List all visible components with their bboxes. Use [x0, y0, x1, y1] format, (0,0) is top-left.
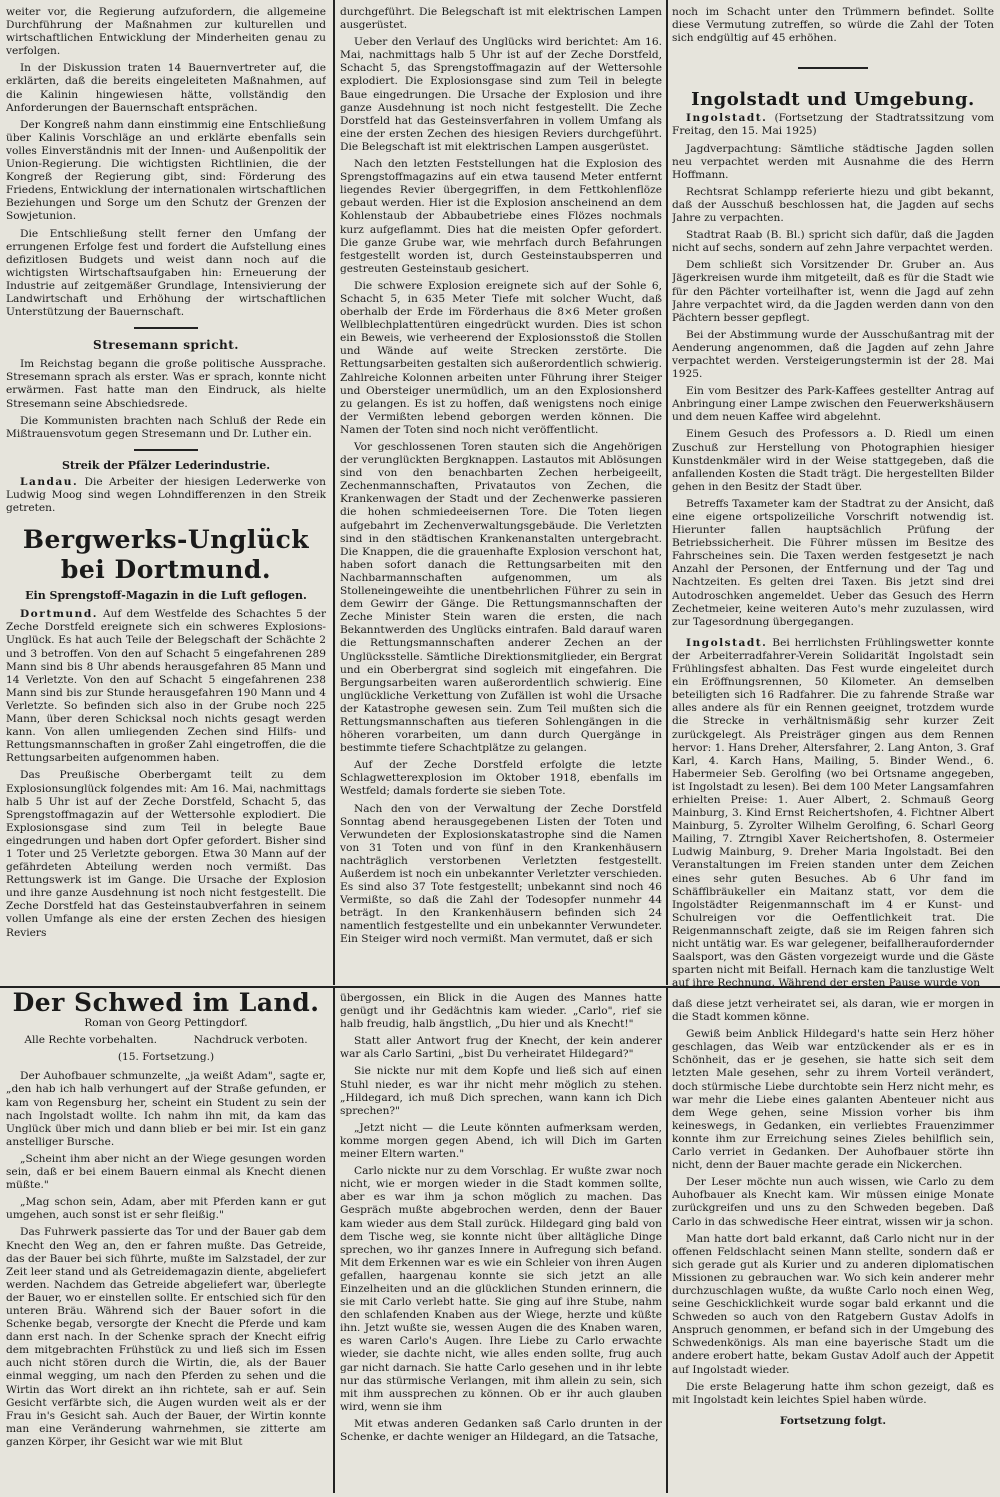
dateline: Landau.: [20, 475, 79, 488]
article-title-streik: Streik der Pfälzer Lederindustrie.: [61, 458, 271, 472]
subheadline: Ein Sprengstoff-Magazin in die Luft geflogen.: [25, 589, 307, 603]
paragraph: Dem schließt sich Vorsitzender Dr. Gruber an. Aus Jägerkreisen wurde ihm mitgeteilt, daß es für die Stadt wie für den Pächter vorteilhafter ist, wenn die Jagd auf zehn Jahre verpachtet wird, da die Jagden werden dann von den Pächtern besser gepflegt.: [672, 259, 994, 324]
paragraph-text: Die Arbeiter der hiesigen Lederwerke von Ludwig Moog sind wegen Lohndifferenzen in den Streik getreten.: [6, 475, 326, 515]
paragraph: Carlo nickte nur zu dem Vorschlag. Er wußte zwar noch nicht, wie er morgen wieder in die Stadt kommen sollte, aber es war ihm ja schon möglich zu machen. Das Gespräch mußte abgebrochen werden, denn der Bauer kam wieder aus dem Stall zurück. Hildegard ging bald von dem Tische weg, sie konnte nicht über alltägliche Dinge sprechen, wo ihr ganzes Innere in Aufregung sich befand. Mit dem Erkennen war es wie ein Schleier von ihren Augen gefallen, haargenau konnte sie sich jetzt an alle Einzelheiten und an die glücklichen Stunden erinnern, die sie mit Carlo verlebt hatte. Sie ging auf ihre Stube, nahm den schlafenden Knaben aus der Wiege, herzte und küßte ihn. Jetzt wußte sie, wessen Augen die des Knaben waren, es waren Carlo's Augen. Ihre Liebe zu Carlo erwachte wieder, sie dachte nicht, wie alles enden sollte, frug auch gar nicht darnach. Sie hatte Carlo gesehen und in ihr lebte nur das stürmische Verlangen, mit ihm allein zu sein, sich mit ihm aussprechen zu können. Ob er ihr auch glauben wird, wenn sie ihm: [340, 1165, 662, 1413]
paragraph: Nach den von der Verwaltung der Zeche Dorstfeld Sonntag abend herausgegebenen Listen der Toten und Verwundeten der Explosionskatastrophe sind die Namen von 31 Toten und von fünf in den Krankenhäusern nachträglich verstorbenen Verletzten festgestellt. Außerdem ist noch ein unbekannter Verletzter verschieden. Es sind also 37 Tote festgestellt; unbekannt sind noch 46 Vermißte, so daß die Zahl der Todesopfer nunmehr 44 beträgt. In den Krankenhäusern befinden sich 24 namentlich festgestellte und ein unbekannter Verwundeter. Ein Steiger wird noch vermißt. Man vermutet, daß er sich: [340, 802, 662, 946]
paragraph: „Scheint ihm aber nicht an der Wiege gesungen worden sein, daß er bei einem Bauern einmal als Knecht dienen müßte.": [6, 1152, 326, 1192]
paragraph-text: (Fortsetzung der Stadtratssitzung vom Freitag, den 15. Mai 1925): [672, 112, 994, 138]
paragraph: Der Kongreß nahm dann einstimmig eine Entschließung über Kalinis Vorschläge an und erklärte ebenfalls sein volles Einverständnis mit der Innen- und Außenpolitik der Union-Regierung. Die wichtigsten Richtlinien, die der Kongreß der Regierung gibt, sind: Förderung des Friedens, Entwicklung der internationalen wirtschaftlichen Beziehungen und Sorge um den Schutz der Grenzen der Sowjetunion.: [6, 118, 326, 223]
separator: [798, 67, 868, 69]
dateline: Ingolstadt.: [686, 112, 768, 125]
dateline: Ingolstadt.: [686, 636, 768, 649]
paragraph: Man hatte dort bald erkannt, daß Carlo nicht nur in der offenen Feldschlacht seinen Mann stellte, sondern daß er sich gerade gut als Kurier und zu anderen diplomatischen Missionen zu gebrauchen war. Wo sich kein anderer mehr durchzuschlagen wußte, da wußte Carlo noch einen Weg, seine Geschicklichkeit wurde sogar bald erkannt und die Schweden so auch von den Ratgebern Gustav Adolfs in Anspruch genommen, er befand sich in der Umgebung des Schwedenkönigs. Als man eine bayerische Stadt um die andere erobert hatte, bekam Gustav Adolf auch der Appetit auf Ingolstadt wieder.: [672, 1232, 994, 1376]
paragraph: „Mag schon sein, Adam, aber mit Pferden kann er gut umgehen, auch sonst ist er sehr fleißig.": [6, 1196, 326, 1222]
paragraph: weiter vor, die Regierung aufzufordern, die allgemeine Durchführung der Maßnahmen zur kulturellen und wirtschaftlichen Entwicklung der Minderheiten genau zu verfolgen.: [6, 6, 326, 58]
dateline: Dortmund.: [20, 608, 98, 621]
column-rule-right-lower: [666, 988, 668, 1493]
paragraph: Rechtsrat Schlampp referierte hiezu und gibt bekannt, daß der Ausschuß beschlossen hat, die Jagden auf sechs Jahre zu verpachten.: [672, 185, 994, 225]
serial-title: Der Schwed im Land.: [12, 992, 320, 1017]
continuation-notice: Fortsetzung folgt.: [779, 1414, 887, 1427]
paragraph: Mit etwas anderen Gedanken saß Carlo drunten in der Schenke, er dachte weniger an Hildegard, an die Tatsache,: [340, 1417, 662, 1443]
paragraph: [6, 476, 326, 515]
headline: Bergwerks-Unglück bei Dortmund.: [22, 525, 310, 585]
paragraph: Betreffs Taxameter kam der Stadtrat zu der Ansicht, daß eine eigene ortspolizeiliche Vorschrift notwendig ist. Hierunter fallen hauptsächlich Prüfung der Betriebssicherheit. Die Führer müssen im Besitze des Fahrscheines sein. Die Taxen werden festgesetzt je nach Anzahl der Personen, der Entfernung und der Tag und Nachtzeiten. Es gelten drei Taxen. Bis jetzt sind drei Autodroschken angemeldet. Ueber das Gesuch des Herrn Zechetmeier, keine weiteren Auto's mehr zuzulassen, wird zur Tagesordnung übergegangen.: [672, 497, 994, 628]
paragraph: Der Auhofbauer schmunzelte, „ja weißt Adam", sagte er, „den hab ich halb verhungert auf der Straße gefunden, er kam von Regensburg her, scheint ein Student zu sein der nach Ingolstadt wollte. Ich nahm ihn mit, da kam das Unglück über mich und dann blieb er bei mir. Ist ein ganz anstelliger Bursche.: [6, 1070, 326, 1148]
paragraph: Der Leser möchte nun auch wissen, wie Carlo zu dem Auhofbauer als Knecht kam. Wir müssen einige Monate zurückgreifen und uns zu den Schweden begeben. Daß Carlo in das schwedische Heer eintrat, wissen wir ja schon.: [672, 1176, 994, 1228]
paragraph-text: Auf dem Westfelde des Schachtes 5 der Zeche Dorstfeld ereignete sich ein schweres Explosions-Unglück. Es hat auch Teile der Belegschaft der Schächte 2 und 3 betroffen. Von den auf Schacht 5 eingefahrenen 289 Mann sind bis 8 Uhr abends herausgefahren 85 Mann und 14 Verletzte. Von den auf Schacht 5 eingefahrenen 238 Mann sind bis zur Stunde herausgefahren 190 Mann und 4 Verletzte. So befinden sich also in der Grube noch 225 Mann, über deren Schicksal noch nichts gesagt werden kann. Von allen umliegenden Zechen sind Hilfs- und Rettungsmannschaften in großer Zahl eingetroffen, die die Rettungsarbeiten aufgenommen haben.: [6, 608, 326, 765]
paragraph: [6, 608, 326, 765]
paragraph: [672, 112, 994, 138]
paragraph: Bei der Abstimmung wurde der Ausschußantrag mit der Aenderung angenommen, daß die Jagden auf zehn Jahre verpachtet werden. Versteigerungstermin ist der 28. Mai 1925.: [672, 328, 994, 381]
paragraph: Im Reichstag begann die große politische Aussprache. Stresemann sprach als erster. Was er sprach, konnte nicht erwärmen. Fast hatte man den Eindruck, als hielte Stresemann seine Abschiedsrede.: [6, 358, 326, 410]
article-title-stresemann: Stresemann spricht.: [93, 338, 239, 353]
paragraph: Gewiß beim Anblick Hildegard's hatte sein Herz höher geschlagen, das Weib war entzückender als er es in Schönheit, das er je gesehen, sie hatte sich seit dem letzten Male gesehen, sehr zu ihrem Vorteil verändert, doch stürmische Liebe durchtobte sein Herz nicht mehr, es war mehr die Liebe eines galanten Abenteuer nicht aus dem Wege gehen, seine Mission vorher bis ihm keineswegs, in Gedanken, ein verliebtes Frauenzimmer konnte ihm zur Erreichung seines Zieles behilflich sein, Carlo verriet in Gedanken. Der Auhofbauer störte ihn nicht, denn der Bauer machte gerade ein Nickerchen.: [672, 1028, 994, 1172]
separator: [134, 327, 198, 329]
serial-column-3: [672, 998, 994, 1492]
paragraph: durchgeführt. Die Belegschaft ist mit elektrischen Lampen ausgerüstet.: [340, 6, 662, 32]
paragraph: Die Entschließung stellt ferner den Umfang der errungenen Erfolge fest und fordert die Aufstellung eines defizitlosen Budgets und weist dann noch auf die wichtigsten Wirtschaftsaufgaben hin: Erneuerung der Industrie auf zeitgemäßer Grundlage, Intensivierung der Landwirtschaft und Erhöhung der wirtschaftlichen Unterstützung der Bauernschaft.: [6, 227, 326, 319]
paragraph: Sie nickte nur mit dem Kopfe und ließ sich auf einen Stuhl nieder, es war ihr nicht mehr möglich zu stehen. „Hildegard, ich muß Dich sprechen, wann kann ich Dich sprechen?": [340, 1065, 662, 1117]
paragraph: noch im Schacht unter den Trümmern befindet. Sollte diese Vermutung zutreffen, so würde die Zahl der Toten sich endgültig auf 45 erhöhen.: [672, 6, 994, 45]
serial-part: (15. Fortsetzung.): [117, 1051, 215, 1064]
section-title-ingolstadt: Ingolstadt und Umgebung.: [691, 89, 975, 111]
reprint-notice: Nachdruck verboten.: [193, 1034, 308, 1047]
separator: [134, 449, 198, 451]
paragraph: Stadtrat Raab (B. Bl.) spricht sich dafür, daß die Jagden nicht auf sechs, sondern auf zehn Jahre verpachtet werden.: [672, 229, 994, 255]
paragraph: In der Diskussion traten 14 Bauernvertreter auf, die erklärten, daß die bereits eingeleiteten Maßnahmen, auf die Kalinin hingewiesen hätte, vollständig den Anforderungen der Bauernschaft entsprächen.: [6, 62, 326, 114]
column-2: [340, 6, 662, 986]
paragraph: Ein vom Besitzer des Park-Kaffees gestellter Antrag auf Anbringung einer Lampe zwischen den Feuerwerkshäusern und dem neuen Kaffee wird abgelehnt.: [672, 385, 994, 424]
paragraph: Nach den letzten Feststellungen hat die Explosion des Sprengstoffmagazins auf ein etwa tausend Meter entfernt liegendes Revier übergegriffen, in dem Fettkohlenflöze gebaut werden. Hier ist die Explosion anscheinend an dem Kohlenstaub der Abbaubetriebe eines Flözes nochmals kurz aufgeflammt. Dies hat die meisten Opfer gefordert. Die ganze Grube war, wie mehrfach durch Befahrungen festgestellt worden ist, durch Gesteinstaubsperren und gestreuten Gesteinstaub gesichert.: [340, 158, 662, 275]
paragraph: Einem Gesuch des Professors a. D. Riedl um einen Zuschuß zur Herstellung von Photographien hiesiger Kunstdenkmäler wird in der Weise stattgegeben, daß die anfallenden Kosten die Stadt trägt. Die hergestellten Bilder gehen in den Besitz der Stadt über.: [672, 428, 994, 493]
column-rule-right: [666, 0, 668, 985]
column-rule-left: [333, 0, 335, 985]
serial-column-1: [6, 992, 326, 1492]
paragraph: Auf der Zeche Dorstfeld erfolgte die letzte Schlagwetterexplosion im Oktober 1918, ebenfalls im Westfeld; damals forderte sie sieben Tote.: [340, 759, 662, 798]
paragraph: Das Preußische Oberbergamt teilt zu dem Explosionsunglück folgendes mit: Am 16. Mai, nachmittags halb 5 Uhr ist auf der Zeche Dorstfeld, Schacht 5, das Sprengstoffmagazin auf der Wettersohle explodiert. Die Explosionsgase sind zum Teil in belegte Baue eingedrungen und haben dort Opfer gefordert. Bisher sind 1 Toter und 25 Verletzte geborgen. Etwa 30 Mann auf der gefährdeten Abteilung werden noch vermißt. Das Rettungswerk ist im Gange. Die Ursache der Explosion und ihre ganze Ausdehnung ist noch nicht festgestellt. Die Zeche Dorstfeld hat das Gesteinstaubverfahren in seinem vollen Umfange als eine der ersten Zechen des hiesigen Reviers: [6, 769, 326, 939]
paragraph: übergossen, ein Blick in die Augen des Mannes hatte genügt und ihr Gedächtnis kam wieder. „Carlo", rief sie halb freudig, halb ängstlich, „Du hier und als Knecht!": [340, 992, 662, 1031]
column-1: [6, 6, 326, 986]
paragraph: Die erste Belagerung hatte ihm schon gezeigt, daß es mit Ingolstadt kein leichtes Spiel haben würde.: [672, 1380, 994, 1406]
paragraph: Die schwere Explosion ereignete sich auf der Sohle 6, Schacht 5, in 635 Meter Tiefe mit solcher Wucht, daß oberhalb der Erde im Förderhaus die 8×6 Meter großen Wellblechplattentüren eingedrückt wurden. Dies ist schon ein Beweis, wie verheerend der Explosionsstoß die Stollen und Wände auf weite Strecken zerstörte. Die Rettungsarbeiten gestalten sich außerordentlich schwierig. Zahlreiche Kolonnen arbeiten unter Führung ihrer Steiger und Obersteiger unermüdlich, um an den Explosionsherd zu gelangen. Es ist zu hoffen, daß wenigstens noch einige der Vermißten lebend geborgen werden können. Die Namen der Toten sind noch nicht veröffentlicht.: [340, 279, 662, 436]
paragraph: Das Fuhrwerk passierte das Tor und der Bauer gab dem Knecht den Weg an, den er fahren mußte. Das Getreide, das der Bauer bei sich führte, mußte im Salzstadel, der zur Zeit leer stand und als Getreidemagazin diente, abgeliefert werden. Nachdem das Getreide abgeliefert war, überlegte der Bauer, wo er einstellen sollte. Er entschied sich für den unteren Bräu. Während sich der Bauer sofort in die Schenke begab, versorgte der Knecht die Pferde und kam dann erst nach. In der Schenke sprach der Knecht eifrig dem mitgebrachten Frühstück zu und ließ sich im Essen auch nicht stören durch die Wirtin, die, als der Bauer einmal wegging, um nach den Pferden zu sehen und die Wirtin das Wort direkt an ihn richtete, sah er auf. Sein Gesicht verfärbte sich, die Augen wurden weit als er der Frau in's Gesicht sah. Auch der Bauer, der Wirtin konnte man eine Veränderung wahrnehmen, sie zitterte am ganzen Körper, ihr Gesicht war wie mit Blut: [6, 1226, 326, 1448]
paragraph: „Jetzt nicht — die Leute könnten aufmerksam werden, komme morgen gegen Abend, ich will Dich im Garten meiner Eltern warten.": [340, 1121, 662, 1161]
paragraph: Jagdverpachtung: Sämtliche städtische Jagden sollen neu verpachtet werden mit Ausnahme die des Herrn Hoffmann.: [672, 142, 994, 181]
rights-notice: Alle Rechte vorbehalten.: [24, 1034, 158, 1047]
paragraph: Die Kommunisten brachten nach Schluß der Rede ein Mißtrauensvotum gegen Stresemann und Dr. Luther ein.: [6, 414, 326, 440]
paragraph-text: Bei herrlichsten Frühlingswetter konnte der Arbeiterradfahrer-Verein Solidarität Ingolstadt sein Frühlingsfest abhalten. Das Fest wurde eingeleitet durch ein Eröffnungsrennen, 50 Kilometer. An demselben beteiligten sich 16 Radfahrer. Die zu fahrende Straße war alles andere als für ein Rennen geeignet, trotzdem wurde die Strecke in verhältnismäßig sehr kurzer Zeit zurückgelegt. Als Preisträger gingen aus dem Rennen hervor: 1. Hans Dreher, Altersfahrer, 2. Lang Anton, 3. Graf Karl, 4. Karch Hans, Mailing, 5. Binder Wend., 6. Habermeier Seb. Gerolfing (wo bei Ortsname angegeben, ist Ingolstadt zu lesen). Bei dem 100 Meter Langsamfahren erhielten Preise: 1. Auer Albert, 2. Schmauß Georg Mainburg, 3. Kind Ernst Reichertshofen, 4. Fichtner Albert Mainburg, 5. Zyrolter Wilhelm Gerolfing, 6. Scharl Georg Mailing, 7. Ztrngibl Xaver Reichertshofen, 8. Ostermeier Ludwig Mainburg, 9. Dreher Maria Ingolstadt. Bei den Veranstaltungen im Freien standen unter dem Zeichen eines sehr guten Besuches. Ab 6 Uhr fand im Schäfflbräukeller ein Maitanz statt, vor dem die Ingolstädter Reigenmannschaft im 4 er Kunst- und Schulreigen vor die Oeffentlichkeit trat. Die Reigenmannschaft zeigte, daß sie im Reigen fahren sich nicht untätig war. Es war gelegener, beifallheraufordernder Saalsport, was den Gästen vorgezeigt wurde und die Gäste sparten nicht mit Beifall. Hernach kam die tanzlustige Welt auf ihre Rechnung. Während der ersten Pause wurde von: [672, 636, 994, 990]
column-3: [672, 6, 994, 998]
paragraph: Statt aller Antwort frug der Knecht, der kein anderer war als Carlo Sartini, „bist Du verheiratet Hildegard?": [340, 1035, 662, 1061]
column-rule-left-lower: [333, 988, 335, 1493]
paragraph: Ueber den Verlauf des Unglücks wird berichtet: Am 16. Mai, nachmittags halb 5 Uhr ist auf der Zeche Dorstfeld, Schacht 5, das Sprengstoffmagazin auf der Wettersohle explodiert. Die Explosionsgase sind zum Teil in belegte Baue eingedrungen. Die Ursache der Explosion und ihre ganze Ausdehnung ist noch nicht festgestellt. Die Zeche Dorstfeld hat das Gesteinsverfahren in vollem Umfang als eine der ersten Zechen des hiesigen Reviers durchgeführt. Die Belegschaft ist mit elektrischen Lampen ausgerüstet.: [340, 36, 662, 153]
serial-author: Roman von Georg Pettingdorf.: [84, 1017, 248, 1030]
paragraph: Vor geschlossenen Toren stauten sich die Angehörigen der verunglückten Bergknappen. Lastautos mit Ablösungen sind von den benachbarten Zechen herbeigeeilt, Zechenmannschaften, Privatautos von Zechen, die Krankenwagen der Stadt und der Zechenwerke passieren die hohen schmiedeeisernen Tore. Die Toten liegen aufgebahrt im Zechenverwaltungsgebäude. Die Verletzten sind in den städtischen Krankenanstalten untergebracht. Die Knappen, die die grauenhafte Explosion verschont hat, haben sofort danach die Rettungsarbeiten mit den Nachbarmannschaften aufgenommen, um als Stolleneingeweihte die unentbehrlichen Führer zu sein in dem Gewirr der Gänge. Die Rettungsmannschaften der Zeche Minister Stein waren die ersten, die nach Bekanntwerden des Unglücks eintrafen. Bald darauf waren die Rettungsmannschaften anderer Zechen an der Unglücksstelle. Sämtliche Direktionsmitglieder, ein Bergrat und ein Oberbergrat sind sogleich mit eingefahren. Die Bergungsarbeiten waren außerordentlich schwierig. Eine unglückliche Verkettung von Zufällen ist wohl die Ursache der Katastrophe gewesen sein. Zum Teil mußten sich die Rettungsmannschaften aus tieferen Sohlengängen in die höheren vorarbeiten, um dann durch Quergänge in bestimmte tiefere Schachtplätze zu gelangen.: [340, 441, 662, 755]
paragraph: [672, 637, 994, 991]
serial-column-2: [340, 992, 662, 1492]
paragraph: daß diese jetzt verheiratet sei, als daran, wie er morgen in die Stadt kommen könne.: [672, 998, 994, 1024]
serial-rights: [6, 1034, 326, 1047]
